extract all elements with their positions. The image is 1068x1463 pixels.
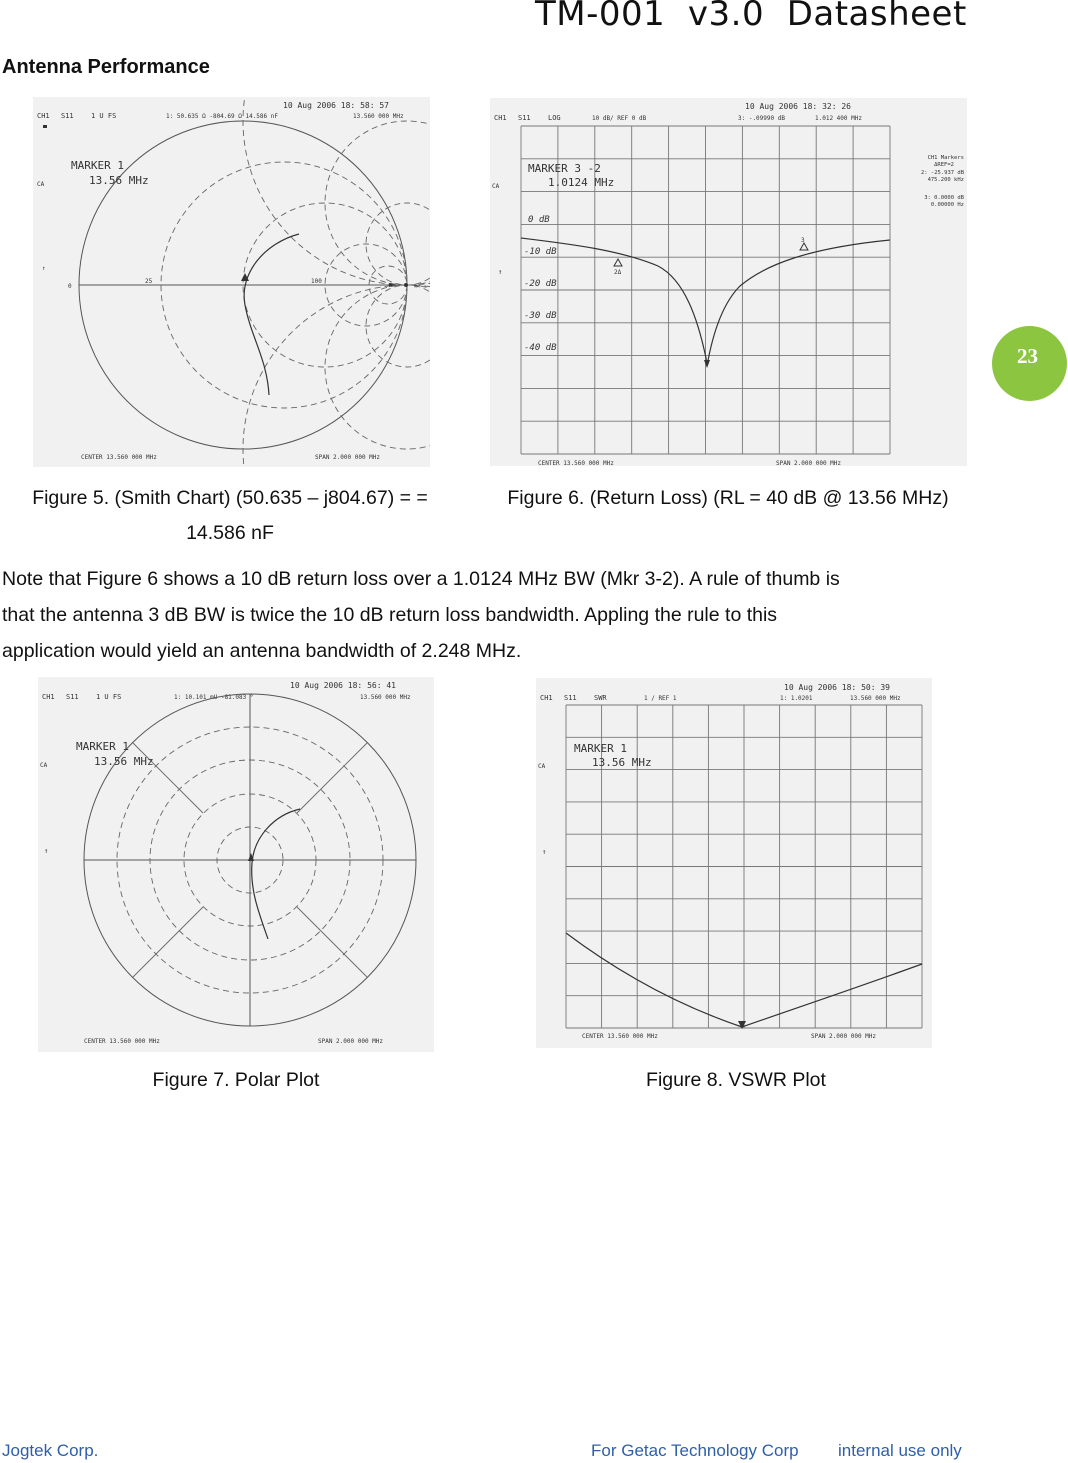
rl-side-l3: 475.200 kHz (927, 177, 964, 183)
rl-side-ca: CA (492, 183, 500, 190)
rl-footer-center: CENTER 13.560 000 MHz (538, 460, 614, 466)
rl-side-l5: 0.00000 Hz (930, 202, 964, 208)
note-line-2: that the antenna 3 dB BW is twice the 10 dB return loss bandwidth. Appling the rule to this (2, 604, 778, 626)
rl-db-label-2: -20 dB (524, 279, 557, 289)
smith-timestamp: 10 Aug 2006 18: 58: 57 (283, 101, 389, 110)
vswr-footer-span: SPAN 2.000 000 MHz (811, 1033, 877, 1040)
note-line-1: Note that Figure 6 shows a 10 dB return loss over a 1.0124 MHz BW (Mkr 3-2). A rule of thumb is (2, 568, 840, 590)
footer-internal-use: internal use only (838, 1441, 962, 1460)
rl-db-label-3: -30 dB (524, 311, 557, 321)
vswr-hdr-marker: 1: 1.0201 (780, 695, 813, 702)
page-number-badge: 23 (992, 326, 1067, 401)
polar-footer-center: CENTER 13.560 000 MHz (84, 1038, 160, 1045)
rl-footer-span: SPAN 2.000 000 MHz (776, 460, 842, 466)
svg-text:↑: ↑ (542, 848, 547, 856)
vswr-timestamp: 10 Aug 2006 18: 50: 39 (784, 683, 890, 692)
polar-hdr-fmt: 1 U FS (96, 693, 122, 701)
polar-footer-span: SPAN 2.000 000 MHz (318, 1038, 384, 1045)
section-heading: Antenna Performance (2, 56, 210, 78)
polar-hdr-ch: CH1 (42, 693, 55, 701)
rl-hdr-freq: 1.012 400 MHz (815, 115, 862, 122)
rl-db-label-4: -40 dB (524, 343, 557, 353)
polar-marker-label: MARKER 1 (76, 740, 129, 753)
polar-hdr-s: S11 (66, 693, 79, 701)
smith-marker-label: MARKER 1 (71, 159, 124, 172)
figure-vswr-plot (536, 678, 932, 1048)
svg-text:100: 100 (311, 278, 322, 285)
smith-hdr-s: S11 (61, 112, 74, 120)
smith-hdr-fmt: 1 U FS (91, 112, 117, 120)
figure-smith-chart (33, 97, 430, 467)
smith-footer-center: CENTER 13.560 000 MHz (81, 454, 157, 461)
smith-hdr-ch: CH1 (37, 112, 50, 120)
smith-footer-span: SPAN 2.000 000 MHz (315, 454, 381, 461)
svg-text:0: 0 (68, 283, 72, 290)
polar-marker-freq: 13.56 MHz (94, 755, 154, 768)
figure-5-caption-line1: Figure 5. (Smith Chart) (50.635 – j804.67) = = (32, 487, 428, 509)
rl-hdr-scale: 10 dB/ REF 0 dB (592, 115, 647, 122)
figure-7-caption: Figure 7. Polar Plot (152, 1069, 320, 1091)
svg-text:↑: ↑ (498, 268, 503, 276)
vswr-hdr-ch: CH1 (540, 694, 553, 702)
figure-8-caption: Figure 8. VSWR Plot (646, 1069, 826, 1091)
svg-text:3: 3 (801, 237, 805, 244)
figure-return-loss (490, 98, 967, 466)
rl-marker-label: MARKER 3 -2 (528, 162, 601, 175)
vswr-hdr-freq: 13.560 000 MHz (850, 695, 901, 702)
vswr-hdr-s: S11 (564, 694, 577, 702)
figure-5-caption (0, 481, 460, 551)
svg-text:25: 25 (145, 278, 153, 285)
rl-side-title: CH1 Markers (927, 155, 964, 161)
svg-text:↑: ↑ (44, 847, 49, 855)
smith-hdr-marker: 1: 50.635 Ω -804.69 Ω 14.586 nF (166, 113, 278, 120)
figure-6-caption: Figure 6. (Return Loss) (RL = 40 dB @ 13.56 MHz) (507, 487, 949, 509)
svg-text:↑: ↑ (42, 265, 46, 272)
smith-side-ca: CA (37, 181, 45, 188)
note-line-3: application would yield an antenna bandwidth of 2.248 MHz. (2, 640, 522, 662)
rl-db-label-1: -10 dB (524, 247, 557, 257)
polar-hdr-freq: 13.560 000 MHz (360, 694, 411, 701)
polar-timestamp: 10 Aug 2006 18: 56: 41 (290, 681, 396, 690)
smith-marker-freq: 13.56 MHz (89, 174, 149, 187)
footer-company: Jogtek Corp. (2, 1441, 99, 1460)
rl-timestamp: 10 Aug 2006 18: 32: 26 (745, 102, 851, 111)
svg-text:2Δ: 2Δ (614, 269, 622, 276)
rl-db-label-0: 0 dB (528, 215, 550, 225)
vswr-hdr-scale: 1 / REF 1 (644, 695, 677, 702)
vswr-marker-freq: 13.56 MHz (592, 756, 652, 769)
footer-for-company: For Getac Technology Corp (591, 1441, 799, 1460)
figure-5-caption-line2: 14.586 nF (186, 522, 274, 544)
rl-marker-freq: 1.0124 MHz (548, 176, 615, 189)
vswr-side-ca: CA (538, 763, 546, 770)
vswr-hdr-fmt: SWR (594, 694, 607, 702)
polar-side-ca: CA (40, 762, 48, 769)
rl-hdr-fmt: LOG (548, 114, 561, 122)
rl-hdr-ch: CH1 (494, 114, 507, 122)
rl-side-l2: 2: -25.937 dB (920, 170, 964, 176)
svg-text:∞: ∞ (414, 283, 418, 290)
note-paragraph (2, 561, 1002, 669)
rl-hdr-s: S11 (518, 114, 531, 122)
rl-side-l4: 3: 0.0000 dB (924, 195, 964, 201)
smith-hdr-freq: 13.560 000 MHz (353, 113, 404, 120)
rl-side-l1: ΔREF=2 (934, 162, 954, 168)
polar-hdr-marker: 1: 10.101 mU -81.083 ° (174, 694, 254, 701)
rl-hdr-marker: 3: -.09990 dB (738, 115, 785, 122)
vswr-footer-center: CENTER 13.560 000 MHz (582, 1033, 658, 1040)
document-title: TM-001 v3.0 Datasheet (535, 0, 967, 34)
vswr-marker-label: MARKER 1 (574, 742, 627, 755)
figure-polar-plot (38, 677, 434, 1052)
